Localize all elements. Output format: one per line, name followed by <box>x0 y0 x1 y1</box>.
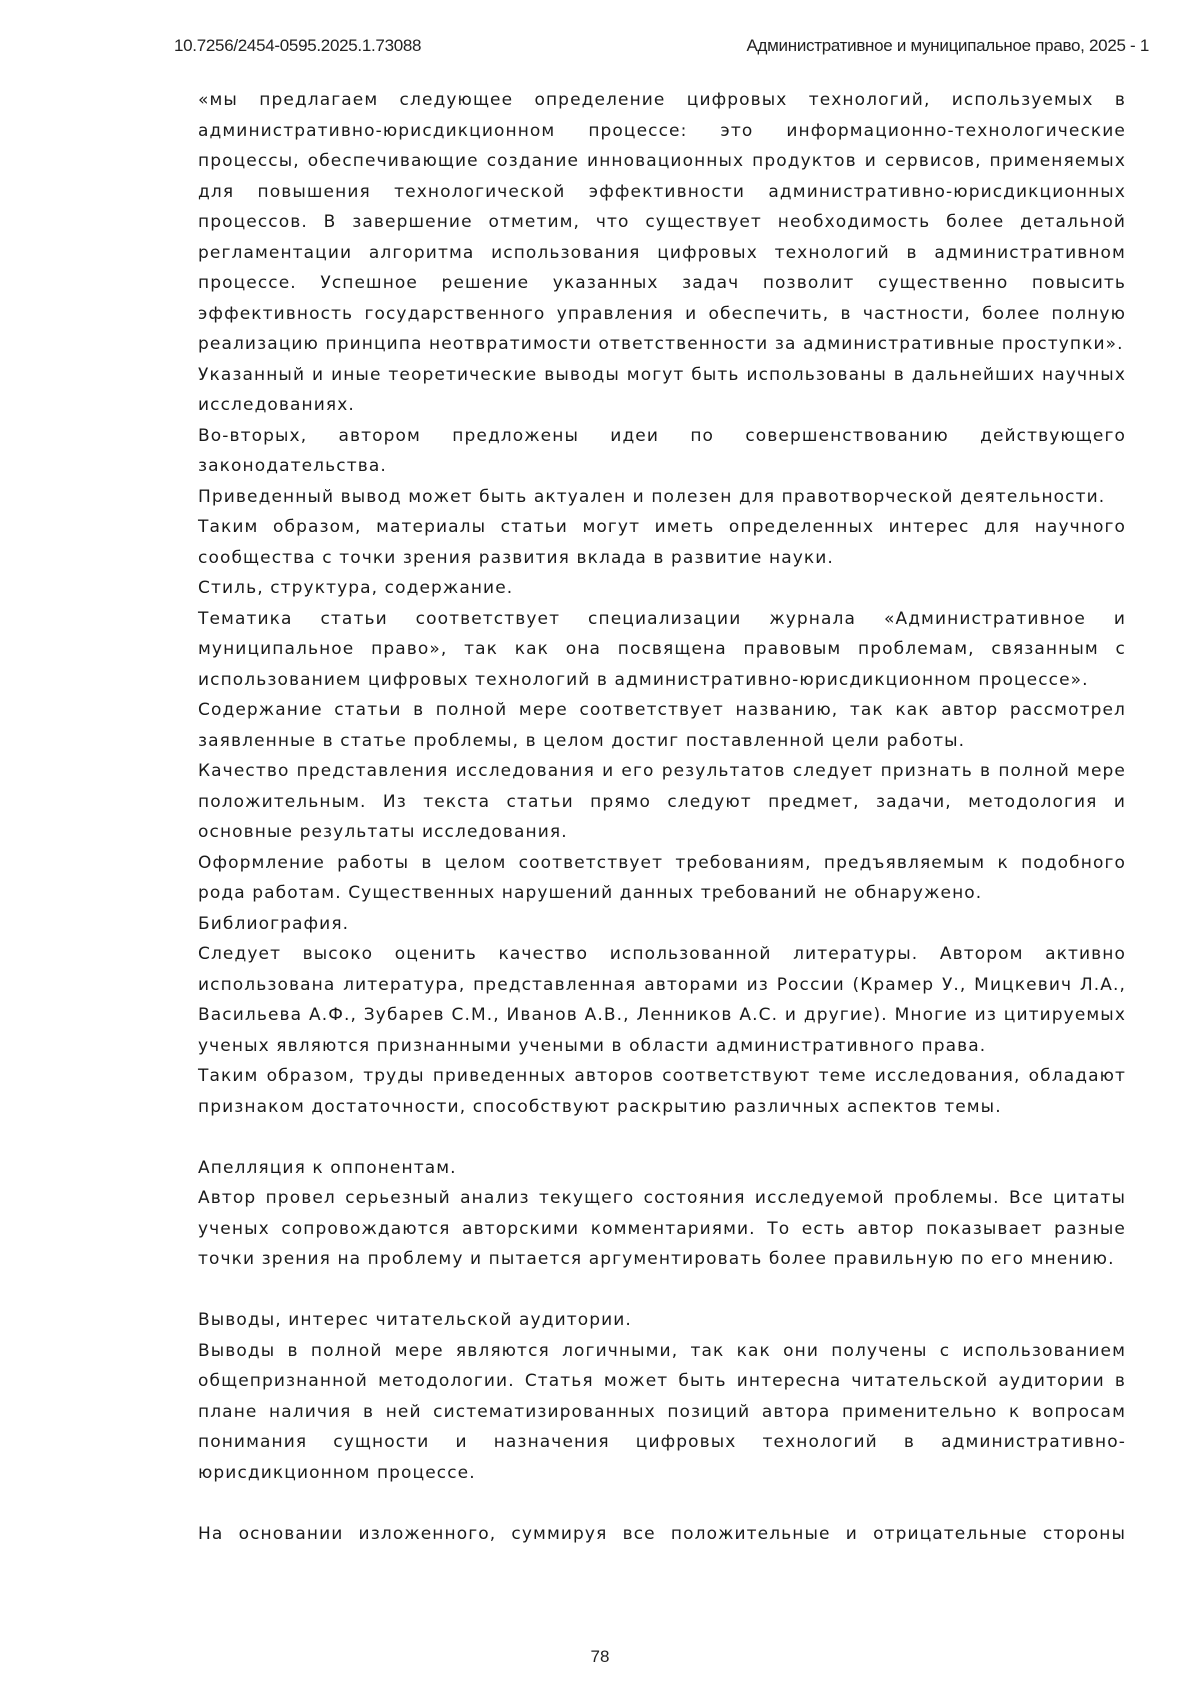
page-number: 78 <box>590 1647 610 1666</box>
header-journal-title: Административное и муниципальное право, 2025 - 1 <box>746 36 1149 55</box>
body-paragraph: Таким образом, материалы статьи могут иметь определенных интерес для научного сообщества с точки зрения развития вклада в развитие науки. <box>198 517 1126 568</box>
body-paragraph: Выводы в полной мере являются логичными, так как они получены с использованием общепризнанной методологии. Статья может быть интересна читательской аудитории в плане наличия в ней систематизированных позиций автора применительно к вопросам понимания сущности и назначения цифровых технологий в административно-юрисдикционном процессе. <box>198 1340 1126 1483</box>
body-paragraph: Качество представления исследования и его результатов следует признать в полной мере положительным. Из текста статьи прямо следуют предмет, задачи, методология и основные результаты исследования. <box>198 761 1126 842</box>
body-paragraph: Во-вторых, автором предложены идеи по совершенствованию действующего законодательства. <box>198 425 1126 476</box>
header-doi: 10.7256/2454-0595.2025.1.73088 <box>174 36 422 55</box>
paragraph-spacer <box>198 1275 1126 1306</box>
section-heading: Выводы, интерес читательской аудитории. <box>198 1310 632 1330</box>
section-heading: Библиография. <box>198 913 350 934</box>
body-paragraph: Таким образом, труды приведенных авторов соответствуют теме исследования, обладают признаком достаточности, способствуют раскрытию различных аспектов темы. <box>198 1066 1126 1117</box>
paragraph-spacer <box>198 1488 1126 1519</box>
body-paragraph: Следует высоко оценить качество использованной литературы. Автором активно использована литература, представленная авторами из России (Крамер У., Мицкевич Л.А., Васильева А.Ф., Зубарев С.М., Иванов А.В., Ленников А.С. и другие). Многие из цитируемых ученых являются признанными учеными в области административного права. <box>198 944 1126 1056</box>
body-paragraph: Содержание статьи в полной мере соответствует названию, так как автор рассмотрел заявленные в статье проблемы, в целом достиг поставленной цели работы. <box>198 700 1126 751</box>
page-header <box>174 36 1149 62</box>
body-paragraph: Приведенный вывод может быть актуален и полезен для правотворческой деятельности. <box>198 486 1106 507</box>
section-heading: Стиль, структура, содержание. <box>198 578 514 598</box>
body-paragraph: Оформление работы в целом соответствует требованиям, предъявляемым к подобного рода работам. Существенных нарушений данных требований не обнаружено. <box>198 852 1126 903</box>
body-paragraph: «мы предлагаем следующее определение цифровых технологий, используемых в административно-юрисдикционном процессе: это информационно-технологические процессы, обеспечивающие создание инновационных продуктов и сервисов, применяемых для повышения технологической эффективности административно-юрисдикционных процессов. В завершение отметим, что существует необходимость более детальной регламентации алгоритма использования цифровых технологий в административном процессе. Успешное решение указанных задач позволит существенно повысить эффективность государственного управления и обеспечить, в частности, более полную реализацию принципа неотвратимости ответственности за административные проступки». <box>198 90 1126 354</box>
section-heading: Апелляция к оппонентам. <box>198 1157 457 1178</box>
body-paragraph: На основании изложенного, суммируя все положительные и отрицательные стороны <box>198 1523 1126 1544</box>
body-paragraph: Автор провел серьезный анализ текущего состояния исследуемой проблемы. Все цитаты ученых сопровождаются авторскими комментариями. То есть автор показывает разные точки зрения на проблему и пытается аргументировать более правильную по его мнению. <box>198 1188 1126 1269</box>
paragraph-spacer <box>198 1122 1126 1153</box>
article-body <box>198 85 1126 1549</box>
body-paragraph: Указанный и иные теоретические выводы могут быть использованы в дальнейших научных исследованиях. <box>198 364 1126 415</box>
body-paragraph: Тематика статьи соответствует специализации журнала «Административное и муниципальное право», так как она посвящена правовым проблемам, связанным с использованием цифровых технологий в административно-юрисдикционном процессе». <box>198 608 1126 690</box>
